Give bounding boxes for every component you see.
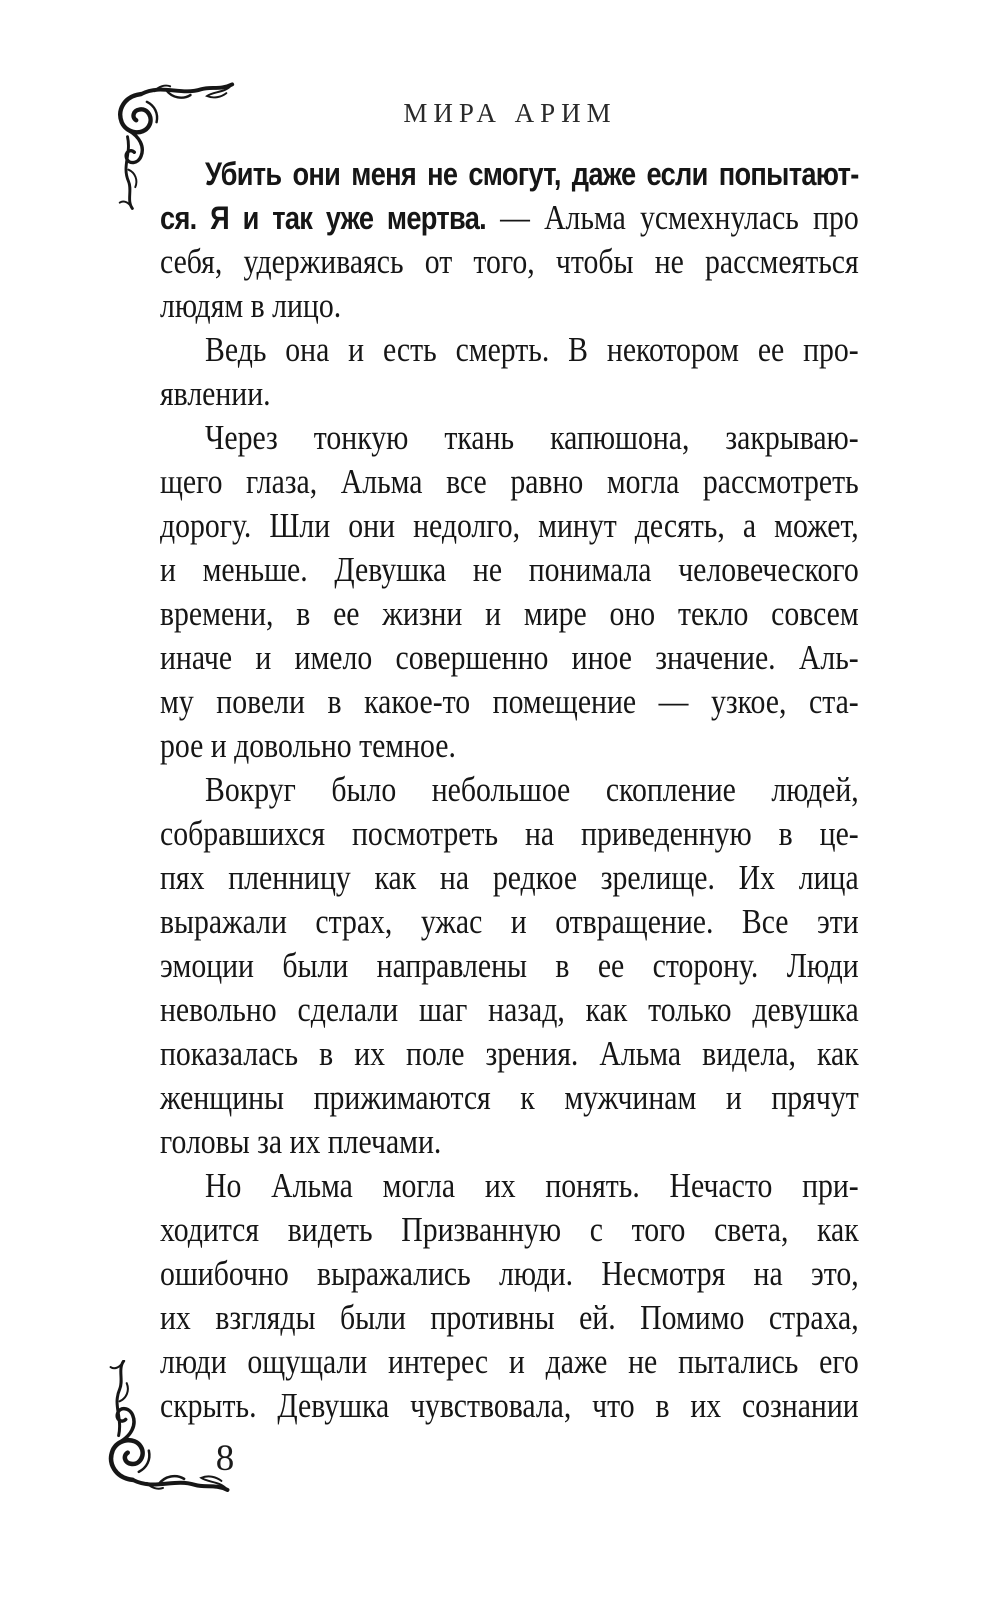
page-number: 8 xyxy=(215,1438,235,1479)
body-text: щего глаза, Альма все равно могла рассмотреть xyxy=(160,462,859,501)
body-text: показалась в их поле зрения. Альма видела, как xyxy=(160,1034,859,1073)
body-text: невольно сделали шаг назад, как только девушка xyxy=(160,990,859,1029)
text-line xyxy=(160,900,859,944)
text-line xyxy=(160,1120,859,1164)
body-text: головы за их плечами. xyxy=(160,1122,442,1161)
running-header: МИРА АРИМ xyxy=(403,98,617,128)
text-line xyxy=(160,944,859,988)
body-text: — Альма усмехнулась про xyxy=(486,198,859,237)
text-line xyxy=(160,768,859,812)
body-text: люди ощущали интерес и даже не пытались его xyxy=(160,1342,859,1381)
text-line xyxy=(160,1076,859,1120)
body-text: рое и довольно темное. xyxy=(160,726,456,765)
emphasis-text: Убить они меня не смогут, даже если попытают- xyxy=(205,156,859,192)
text-line xyxy=(160,196,859,240)
body-text: людям в лицо. xyxy=(160,286,342,325)
body-text: женщины прижимаются к мужчинам и прячут xyxy=(160,1078,859,1117)
text-line xyxy=(160,592,859,636)
body-text: дорогу. Шли они недолго, минут десять, а может, xyxy=(160,506,859,545)
text-line xyxy=(160,1384,859,1428)
text-line xyxy=(160,372,859,416)
text-line xyxy=(160,416,859,460)
text-line xyxy=(160,548,859,592)
body-text: ошибочно выражались люди. Несмотря на это, xyxy=(160,1254,859,1293)
body-text: ходится видеть Призванную с того света, как xyxy=(160,1210,859,1249)
text-line xyxy=(160,856,859,900)
text-line xyxy=(160,1340,859,1384)
body-text: явлении. xyxy=(160,374,271,413)
text-line xyxy=(160,240,859,284)
body-text: Ведь она и есть смерть. В некотором ее про- xyxy=(205,330,859,369)
body-text: Через тонкую ткань капюшона, закрываю- xyxy=(205,418,859,457)
body-text: Но Альма могла их понять. Нечасто при- xyxy=(205,1166,859,1205)
body-text: собравшихся посмотреть на приведенную в це- xyxy=(160,814,859,853)
text-line xyxy=(160,328,859,372)
body-text: их взгляды были противны ей. Помимо страха, xyxy=(160,1298,859,1337)
body-text: эмоции были направлены в ее сторону. Люди xyxy=(160,946,859,985)
text-line xyxy=(160,504,859,548)
body-text: времени, в ее жизни и мире оно текло совсем xyxy=(160,594,859,633)
body-text: скрыть. Девушка чувствовала, что в их сознании xyxy=(160,1386,859,1425)
text-line xyxy=(160,1252,859,1296)
text-line xyxy=(160,724,859,768)
body-text: выражали страх, ужас и отвращение. Все эти xyxy=(160,902,859,941)
emphasis-text: ся. Я и так уже мертва. xyxy=(160,200,487,236)
text-line xyxy=(160,812,859,856)
text-line xyxy=(160,1032,859,1076)
body-text: пях пленницу как на редкое зрелище. Их лица xyxy=(160,858,859,897)
body-text: му повели в какое-то помещение — узкое, ста- xyxy=(160,682,859,721)
text-line xyxy=(160,152,859,196)
body-text: Вокруг было небольшое скопление людей, xyxy=(205,770,859,809)
text-line xyxy=(160,1296,859,1340)
text-line xyxy=(160,1208,859,1252)
text-line xyxy=(160,680,859,724)
text-line xyxy=(160,284,859,328)
text-line xyxy=(160,1164,859,1208)
body-text: себя, удерживаясь от того, чтобы не рассмеяться xyxy=(160,242,859,281)
text-line xyxy=(160,636,859,680)
text-line xyxy=(160,460,859,504)
text-line xyxy=(160,988,859,1032)
body-text-block xyxy=(160,152,859,1428)
body-text: иначе и имело совершенно иное значение. Аль- xyxy=(160,638,859,677)
body-text: и меньше. Девушка не понимала человеческого xyxy=(160,550,859,589)
